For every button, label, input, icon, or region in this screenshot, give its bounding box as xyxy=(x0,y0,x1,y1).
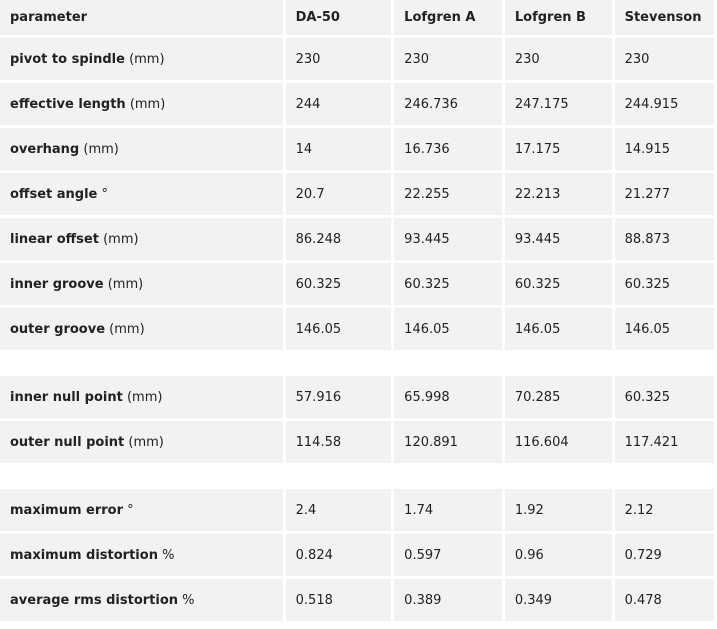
table-row xyxy=(0,128,714,170)
row-parameter xyxy=(0,173,283,215)
table-row xyxy=(0,579,714,621)
group-spacer xyxy=(0,466,714,486)
row-parameter xyxy=(0,579,283,621)
parameter-label: maximum distortion xyxy=(10,547,158,563)
value-cell: 60.325 xyxy=(286,263,392,305)
value-cell: 88.873 xyxy=(615,218,714,260)
value-cell: 1.92 xyxy=(505,489,612,531)
row-parameter xyxy=(0,218,283,260)
header-column: Stevenson xyxy=(615,0,714,35)
parameter-label: pivot to spindle xyxy=(10,51,125,67)
header-parameter: parameter xyxy=(0,0,283,35)
parameter-label: outer groove xyxy=(10,321,106,337)
row-parameter xyxy=(0,308,283,350)
parameter-unit: ° xyxy=(127,502,134,518)
header-column: Lofgren B xyxy=(505,0,612,35)
value-cell: 93.445 xyxy=(505,218,612,260)
table-row xyxy=(0,83,714,125)
row-parameter xyxy=(0,38,283,80)
value-cell: 146.05 xyxy=(286,308,392,350)
parameter-unit: (mm) xyxy=(128,434,164,450)
value-cell: 65.998 xyxy=(394,376,502,418)
parameter-label: linear offset xyxy=(10,231,99,247)
row-parameter xyxy=(0,534,283,576)
row-parameter xyxy=(0,489,283,531)
parameter-unit: % xyxy=(182,592,195,608)
parameter-unit: % xyxy=(162,547,175,563)
value-cell: 244.915 xyxy=(615,83,714,125)
value-cell: 60.325 xyxy=(394,263,502,305)
value-cell: 117.421 xyxy=(615,421,714,463)
value-cell: 16.736 xyxy=(394,128,502,170)
value-cell: 60.325 xyxy=(615,263,714,305)
parameter-label: overhang xyxy=(10,141,80,157)
value-cell: 2.12 xyxy=(615,489,714,531)
table-row xyxy=(0,38,714,80)
parameter-label: offset angle xyxy=(10,186,98,202)
row-parameter xyxy=(0,376,283,418)
value-cell: 146.05 xyxy=(505,308,612,350)
value-cell: 22.213 xyxy=(505,173,612,215)
parameter-unit: ° xyxy=(101,186,109,202)
value-cell: 17.175 xyxy=(505,128,612,170)
value-cell: 247.175 xyxy=(505,83,612,125)
value-cell: 86.248 xyxy=(286,218,392,260)
parameter-unit: (mm) xyxy=(83,141,119,157)
parameter-unit: (mm) xyxy=(103,231,139,247)
value-cell: 1.74 xyxy=(394,489,502,531)
header-column: Lofgren A xyxy=(394,0,502,35)
group-spacer xyxy=(0,353,714,373)
row-parameter xyxy=(0,83,283,125)
value-cell: 0.518 xyxy=(286,579,392,621)
parameter-unit: (mm) xyxy=(129,51,165,67)
value-cell: 2.4 xyxy=(286,489,392,531)
row-parameter xyxy=(0,421,283,463)
value-cell: 60.325 xyxy=(615,376,714,418)
row-parameter xyxy=(0,263,283,305)
parameter-label: inner null point xyxy=(10,389,123,405)
value-cell: 70.285 xyxy=(505,376,612,418)
parameter-unit: (mm) xyxy=(126,389,163,405)
value-cell: 60.325 xyxy=(505,263,612,305)
parameter-unit: (mm) xyxy=(107,276,144,292)
value-cell: 146.05 xyxy=(615,308,714,350)
value-cell: 146.05 xyxy=(394,308,502,350)
value-cell: 0.824 xyxy=(286,534,392,576)
value-cell: 14 xyxy=(286,128,392,170)
value-cell: 244 xyxy=(286,83,392,125)
value-cell: 93.445 xyxy=(394,218,502,260)
value-cell: 230 xyxy=(394,38,502,80)
parameter-label: maximum error xyxy=(10,502,124,518)
value-cell: 120.891 xyxy=(394,421,502,463)
table-header-row xyxy=(0,0,714,35)
row-parameter xyxy=(0,128,283,170)
value-cell: 0.349 xyxy=(505,579,612,621)
parameter-unit: (mm) xyxy=(109,321,145,337)
table-row xyxy=(0,534,714,576)
value-cell: 230 xyxy=(505,38,612,80)
parameter-label: outer null point xyxy=(10,434,125,450)
value-cell: 21.277 xyxy=(615,173,714,215)
table-row xyxy=(0,308,714,350)
value-cell: 57.916 xyxy=(286,376,392,418)
value-cell: 230 xyxy=(286,38,392,80)
value-cell: 230 xyxy=(615,38,714,80)
table-row xyxy=(0,421,714,463)
value-cell: 246.736 xyxy=(394,83,502,125)
value-cell: 0.389 xyxy=(394,579,502,621)
table-row xyxy=(0,173,714,215)
table-row xyxy=(0,263,714,305)
value-cell: 14.915 xyxy=(615,128,714,170)
value-cell: 0.729 xyxy=(615,534,714,576)
value-cell: 114.58 xyxy=(286,421,392,463)
header-column: DA-50 xyxy=(286,0,392,35)
table-row xyxy=(0,489,714,531)
value-cell: 0.597 xyxy=(394,534,502,576)
parameter-label: inner groove xyxy=(10,276,104,292)
value-cell: 0.96 xyxy=(505,534,612,576)
table-row xyxy=(0,376,714,418)
parameter-label: effective length xyxy=(10,96,126,112)
value-cell: 0.478 xyxy=(615,579,714,621)
value-cell: 22.255 xyxy=(394,173,502,215)
table-row xyxy=(0,218,714,260)
parameter-label: average rms distortion xyxy=(10,592,179,608)
parameter-unit: (mm) xyxy=(129,96,166,112)
value-cell: 116.604 xyxy=(505,421,612,463)
value-cell: 20.7 xyxy=(286,173,392,215)
